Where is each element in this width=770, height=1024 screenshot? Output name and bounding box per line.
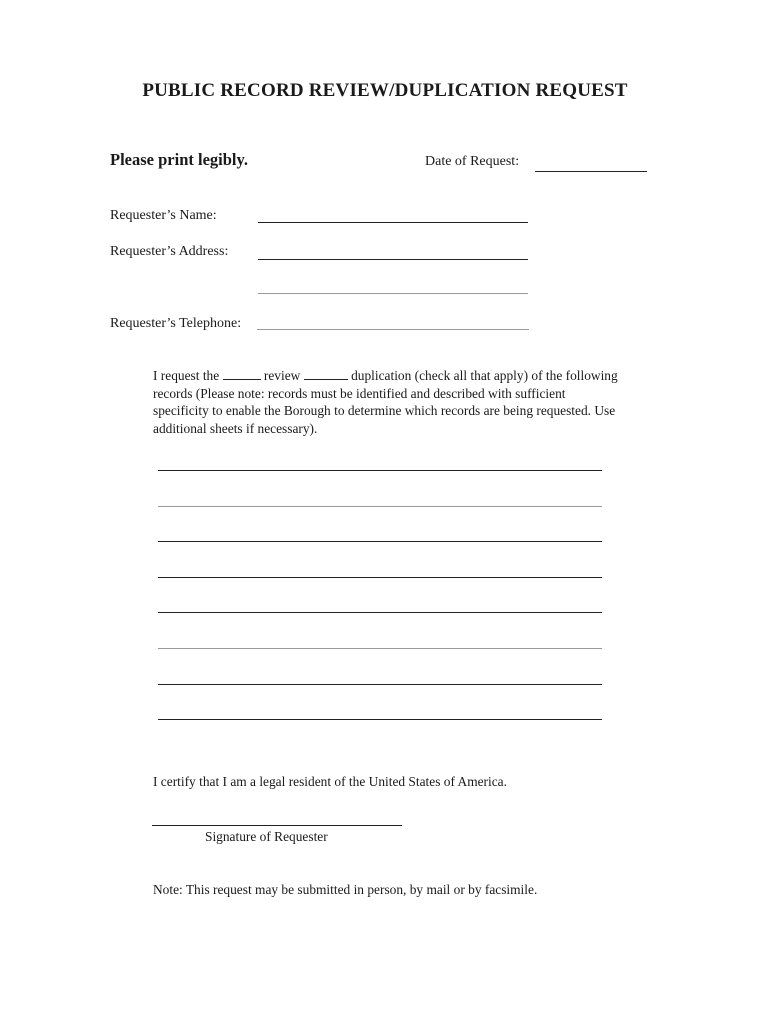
address-label: Requester’s Address: [110, 244, 229, 259]
record-line-1[interactable] [158, 470, 602, 471]
record-line-4[interactable] [158, 577, 602, 578]
request-text-rest: duplication (check all that apply) of the following records (Please note: records must be identified and described with sufficient specificity to enable the Borough to determine which records are being requested. Use additional sheets if necessary). [153, 368, 618, 436]
certify-statement: I certify that I am a legal resident of the United States of America. [153, 774, 507, 789]
address-field-line-2[interactable] [258, 293, 528, 294]
record-line-8[interactable] [158, 719, 602, 720]
review-label: review [263, 368, 301, 383]
record-line-6[interactable] [158, 648, 602, 649]
request-paragraph [153, 367, 623, 437]
address-field-line-1[interactable] [258, 259, 528, 260]
date-field[interactable] [535, 171, 647, 172]
telephone-field[interactable] [257, 329, 529, 330]
record-line-7[interactable] [158, 684, 602, 685]
duplication-checkbox-blank[interactable] [304, 367, 348, 380]
date-label: Date of Request: [425, 154, 520, 169]
name-field[interactable] [258, 222, 528, 223]
form-title: PUBLIC RECORD REVIEW/DUPLICATION REQUEST [142, 80, 628, 101]
signature-field[interactable] [152, 825, 402, 826]
record-line-2[interactable] [158, 506, 602, 507]
print-instruction: Please print legibly. [110, 150, 248, 169]
review-checkbox-blank[interactable] [223, 367, 261, 380]
name-label: Requester’s Name: [110, 208, 217, 223]
signature-label: Signature of Requester [205, 829, 328, 844]
telephone-label: Requester’s Telephone: [110, 316, 242, 331]
submission-note: Note: This request may be submitted in person, by mail or by facsimile. [153, 882, 538, 897]
request-text-start: I request the [153, 368, 220, 383]
record-line-3[interactable] [158, 541, 602, 542]
record-line-5[interactable] [158, 612, 602, 613]
